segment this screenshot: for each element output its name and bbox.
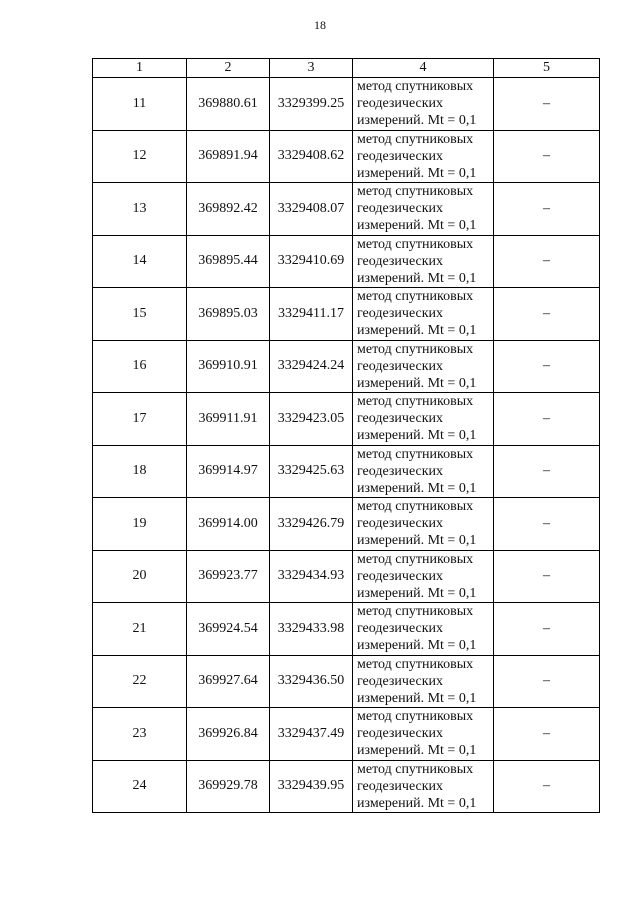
header-row — [93, 59, 600, 78]
point-number-cell: 19 — [93, 498, 187, 551]
y-coordinate-cell: 3329426.79 — [270, 498, 353, 551]
method-cell: метод спутниковых геодезических измерений. Mt = 0,1 — [353, 393, 494, 446]
note-cell: – — [494, 393, 600, 446]
point-number-cell: 21 — [93, 603, 187, 656]
table-row — [93, 393, 600, 446]
method-cell: метод спутниковых геодезических измерений. Mt = 0,1 — [353, 760, 494, 813]
header-cell-5: 5 — [494, 59, 600, 78]
method-cell: метод спутниковых геодезических измерений. Mt = 0,1 — [353, 498, 494, 551]
x-coordinate-cell: 369924.54 — [187, 603, 270, 656]
method-cell: метод спутниковых геодезических измерений. Mt = 0,1 — [353, 550, 494, 603]
point-number-cell: 15 — [93, 288, 187, 341]
point-number-cell: 17 — [93, 393, 187, 446]
table-row — [93, 445, 600, 498]
note-cell: – — [494, 603, 600, 656]
note-cell: – — [494, 340, 600, 393]
method-cell: метод спутниковых геодезических измерений. Mt = 0,1 — [353, 708, 494, 761]
y-coordinate-cell: 3329410.69 — [270, 235, 353, 288]
table-row — [93, 498, 600, 551]
table-header — [93, 59, 600, 78]
point-number-cell: 22 — [93, 655, 187, 708]
y-coordinate-cell: 3329439.95 — [270, 760, 353, 813]
method-cell: метод спутниковых геодезических измерений. Mt = 0,1 — [353, 183, 494, 236]
point-number-cell: 12 — [93, 130, 187, 183]
note-cell: – — [494, 235, 600, 288]
point-number-cell: 24 — [93, 760, 187, 813]
method-cell: метод спутниковых геодезических измерений. Mt = 0,1 — [353, 603, 494, 656]
method-cell: метод спутниковых геодезических измерений. Mt = 0,1 — [353, 235, 494, 288]
point-number-cell: 11 — [93, 78, 187, 131]
note-cell: – — [494, 78, 600, 131]
point-number-cell: 16 — [93, 340, 187, 393]
point-number-cell: 23 — [93, 708, 187, 761]
header-cell-1: 1 — [93, 59, 187, 78]
x-coordinate-cell: 369927.64 — [187, 655, 270, 708]
header-cell-2: 2 — [187, 59, 270, 78]
note-cell: – — [494, 130, 600, 183]
x-coordinate-cell: 369929.78 — [187, 760, 270, 813]
x-coordinate-cell: 369914.97 — [187, 445, 270, 498]
x-coordinate-cell: 369891.94 — [187, 130, 270, 183]
method-cell: метод спутниковых геодезических измерений. Mt = 0,1 — [353, 655, 494, 708]
table-row — [93, 550, 600, 603]
table-row — [93, 708, 600, 761]
y-coordinate-cell: 3329408.62 — [270, 130, 353, 183]
table-row — [93, 235, 600, 288]
x-coordinate-cell: 369926.84 — [187, 708, 270, 761]
y-coordinate-cell: 3329434.93 — [270, 550, 353, 603]
table-row — [93, 655, 600, 708]
method-cell: метод спутниковых геодезических измерений. Mt = 0,1 — [353, 445, 494, 498]
y-coordinate-cell: 3329425.63 — [270, 445, 353, 498]
table-body — [93, 78, 600, 813]
method-cell: метод спутниковых геодезических измерений. Mt = 0,1 — [353, 288, 494, 341]
note-cell: – — [494, 708, 600, 761]
point-number-cell: 13 — [93, 183, 187, 236]
header-cell-3: 3 — [270, 59, 353, 78]
point-number-cell: 18 — [93, 445, 187, 498]
note-cell: – — [494, 760, 600, 813]
y-coordinate-cell: 3329411.17 — [270, 288, 353, 341]
x-coordinate-cell: 369923.77 — [187, 550, 270, 603]
y-coordinate-cell: 3329408.07 — [270, 183, 353, 236]
table-row — [93, 130, 600, 183]
note-cell: – — [494, 288, 600, 341]
note-cell: – — [494, 550, 600, 603]
method-cell: метод спутниковых геодезических измерений. Mt = 0,1 — [353, 340, 494, 393]
table-row — [93, 288, 600, 341]
method-cell: метод спутниковых геодезических измерений. Mt = 0,1 — [353, 78, 494, 131]
table-row — [93, 760, 600, 813]
y-coordinate-cell: 3329423.05 — [270, 393, 353, 446]
y-coordinate-cell: 3329433.98 — [270, 603, 353, 656]
point-number-cell: 20 — [93, 550, 187, 603]
x-coordinate-cell: 369895.44 — [187, 235, 270, 288]
method-cell: метод спутниковых геодезических измерений. Mt = 0,1 — [353, 130, 494, 183]
page-number: 18 — [314, 18, 326, 32]
table-row — [93, 78, 600, 131]
x-coordinate-cell: 369895.03 — [187, 288, 270, 341]
note-cell: – — [494, 183, 600, 236]
x-coordinate-cell: 369914.00 — [187, 498, 270, 551]
note-cell: – — [494, 498, 600, 551]
point-number-cell: 14 — [93, 235, 187, 288]
x-coordinate-cell: 369880.61 — [187, 78, 270, 131]
x-coordinate-cell: 369892.42 — [187, 183, 270, 236]
table-row — [93, 603, 600, 656]
table-row — [93, 183, 600, 236]
table-row — [93, 340, 600, 393]
x-coordinate-cell: 369910.91 — [187, 340, 270, 393]
y-coordinate-cell: 3329424.24 — [270, 340, 353, 393]
y-coordinate-cell: 3329436.50 — [270, 655, 353, 708]
note-cell: – — [494, 655, 600, 708]
coordinates-table — [92, 58, 600, 813]
y-coordinate-cell: 3329399.25 — [270, 78, 353, 131]
header-cell-4: 4 — [353, 59, 494, 78]
y-coordinate-cell: 3329437.49 — [270, 708, 353, 761]
note-cell: – — [494, 445, 600, 498]
x-coordinate-cell: 369911.91 — [187, 393, 270, 446]
